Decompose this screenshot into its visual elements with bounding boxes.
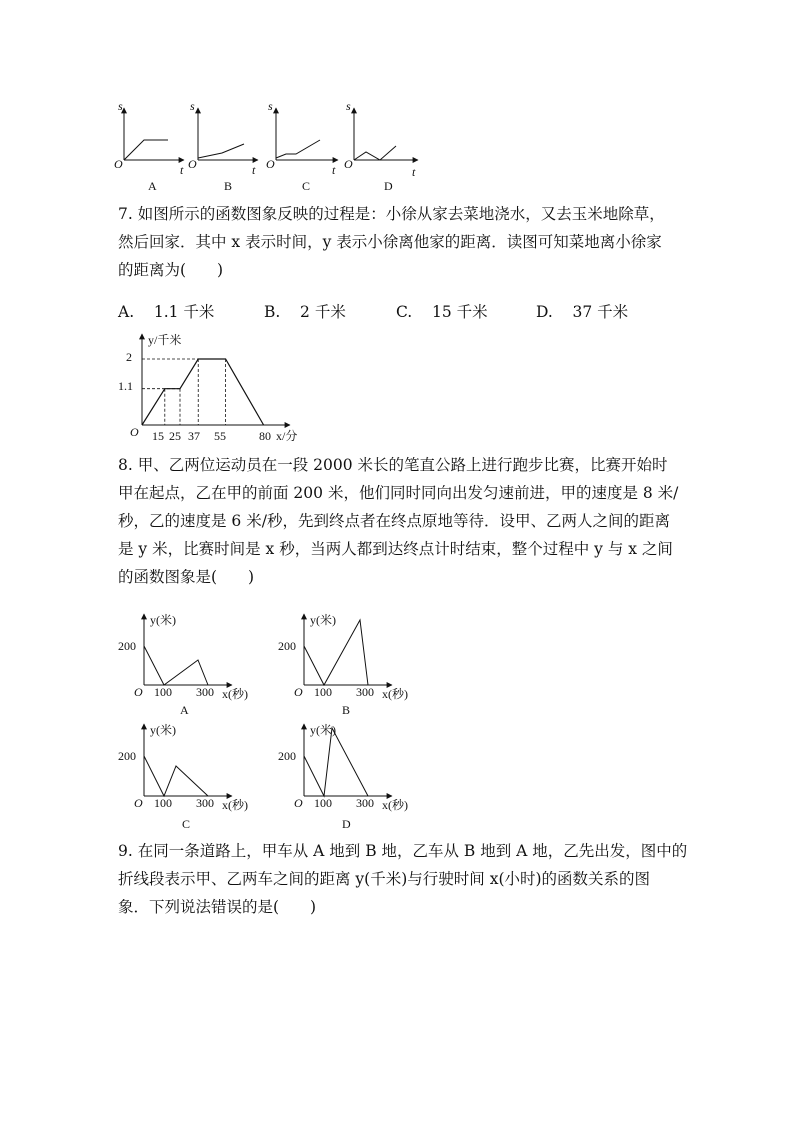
q8-d-xtick-100: 100 [314, 796, 332, 810]
q8-b-ytick: 200 [278, 639, 296, 653]
q7-xtick-55: 55 [214, 429, 226, 443]
q6-c-label: C [302, 179, 311, 193]
q8-d-label: D [342, 817, 351, 831]
q7-xtick-15: 15 [152, 429, 164, 443]
q6-a-origin: O [114, 157, 123, 171]
q7-option-b[interactable] [264, 300, 346, 322]
q8-a-ylabel: y(米) [150, 613, 176, 627]
q6-graph-b [188, 99, 258, 193]
q6-c-ylabel: s [268, 99, 273, 113]
q7-option-b-text: 2 千米 [300, 303, 346, 321]
q8-a-xtick-100: 100 [154, 685, 172, 699]
q8-graphs-figure [112, 608, 432, 836]
q8-c-label: C [182, 817, 191, 831]
q7-line-3: 的距离为( ) [118, 261, 224, 279]
q8-line-2: 甲在起点，乙在甲的前面 200 米，他们同时同向出发匀速前进，甲的速度是 8 米/ [118, 484, 679, 502]
q7-xtick-37: 37 [188, 429, 200, 443]
q7-option-c-letter: C. [396, 303, 413, 321]
q6-graph-c [266, 99, 338, 193]
q7-chart [112, 328, 332, 446]
q8-line-3: 秒，乙的速度是 6 米/秒，先到终点者在终点原地等待．设甲、乙两人之间的距离 [118, 512, 670, 530]
q6-graph-a [114, 99, 184, 193]
q6-b-xlabel: t [252, 163, 256, 177]
q7-question [118, 200, 688, 284]
q8-b-xlabel: x(秒) [382, 687, 408, 701]
q8-c-origin: O [134, 796, 143, 810]
q6-c-curve [276, 140, 320, 158]
q7-line-1: 7. 如图所示的函数图象反映的过程是：小徐从家去菜地浇水，又去玉米地除草， [118, 205, 665, 223]
q9-line-1: 9. 在同一条道路上，甲车从 A 地到 B 地，乙车从 B 地到 A 地，乙先出发，图中的 [118, 842, 688, 860]
q6-a-curve [124, 140, 168, 160]
q6-b-origin: O [188, 157, 197, 171]
q6-graphs-figure [110, 98, 430, 198]
q7-line-2: 然后回家．其中 x 表示时间，y 表示小徐离他家的距离．读图可知菜地离小徐家 [118, 233, 662, 251]
q8-graph-a [118, 612, 248, 717]
q7-option-d-text: 37 千米 [572, 303, 629, 321]
q6-a-xlabel: t [180, 163, 184, 177]
q7-option-b-letter: B. [264, 303, 281, 321]
q8-graph-b [278, 612, 408, 717]
q8-d-curve [304, 728, 368, 796]
q8-d-ylabel: y(米) [310, 723, 336, 737]
q7-option-c[interactable] [396, 300, 488, 322]
q8-c-ylabel: y(米) [150, 723, 176, 737]
q7-ytick-1-1: 1.1 [118, 379, 133, 393]
q8-a-xlabel: x(秒) [222, 687, 248, 701]
q8-a-curve [144, 646, 208, 685]
q8-b-label: B [342, 703, 351, 717]
q8-question [118, 451, 688, 591]
q8-graph-d [278, 722, 408, 831]
q8-line-4: 是 y 米，比赛时间是 x 秒，当两人都到达终点计时结束，整个过程中 y 与 x 之间 [118, 540, 673, 558]
q6-b-ylabel: s [190, 99, 195, 113]
q7-ytick-2: 2 [126, 350, 132, 364]
q8-b-ylabel: y(米) [310, 613, 336, 627]
q6-a-ylabel: s [118, 99, 123, 113]
q7-xlabel: x/分 [276, 429, 298, 443]
q6-d-ylabel: s [346, 99, 351, 113]
q7-option-d[interactable] [536, 300, 628, 322]
q9-question [118, 837, 688, 921]
q7-distance-line [142, 359, 264, 425]
q8-c-xlabel: x(秒) [222, 798, 248, 812]
q8-d-xlabel: x(秒) [382, 798, 408, 812]
q8-a-ytick: 200 [118, 639, 136, 653]
q7-origin: O [130, 425, 139, 439]
q8-d-ytick: 200 [278, 749, 296, 763]
q7-option-a[interactable] [118, 300, 214, 322]
q8-line-5: 的函数图象是( ) [118, 568, 255, 586]
q8-c-ytick: 200 [118, 749, 136, 763]
q7-option-d-letter: D. [536, 303, 553, 321]
q8-a-origin: O [134, 685, 143, 699]
q8-d-origin: O [294, 796, 303, 810]
q7-xtick-25: 25 [169, 429, 181, 443]
q6-c-xlabel: t [332, 163, 336, 177]
q6-graph-d [344, 99, 418, 193]
q8-b-xtick-300: 300 [356, 685, 374, 699]
q8-a-xtick-300: 300 [196, 685, 214, 699]
q8-d-xtick-300: 300 [356, 796, 374, 810]
q6-d-curve [354, 146, 396, 160]
q9-line-2: 折线段表示甲、乙两车之间的距离 y(千米)与行驶时间 x(小时)的函数关系的图 [118, 870, 651, 888]
q8-b-xtick-100: 100 [314, 685, 332, 699]
q6-d-xlabel: t [412, 165, 416, 179]
q8-c-xtick-300: 300 [196, 796, 214, 810]
q6-b-label: B [224, 179, 233, 193]
q6-d-origin: O [344, 157, 353, 171]
q7-option-c-text: 15 千米 [431, 303, 488, 321]
q7-xtick-80: 80 [259, 429, 271, 443]
q6-d-label: D [384, 179, 393, 193]
q8-c-curve [144, 756, 208, 796]
q8-c-xtick-100: 100 [154, 796, 172, 810]
q6-b-curve [198, 144, 244, 158]
q8-b-curve [304, 620, 368, 685]
q8-line-1: 8. 甲、乙两位运动员在一段 2000 米长的笔直公路上进行跑步比赛，比赛开始时 [118, 456, 668, 474]
q8-a-label: A [180, 703, 189, 717]
q7-option-a-text: 1.1 千米 [153, 303, 215, 321]
q6-a-label: A [148, 179, 157, 193]
q6-c-origin: O [266, 157, 275, 171]
q7-ylabel: y/千米 [148, 333, 182, 347]
q8-graph-c [118, 722, 248, 831]
q9-line-3: 象．下列说法错误的是( ) [118, 898, 317, 916]
q7-option-a-letter: A. [118, 303, 135, 321]
q8-b-origin: O [294, 685, 303, 699]
